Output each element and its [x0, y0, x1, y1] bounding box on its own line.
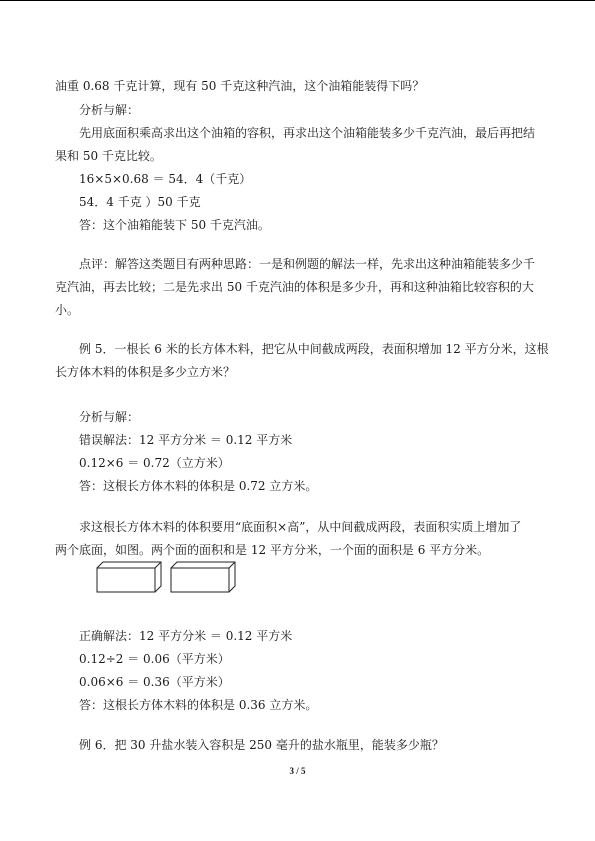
text-line: 答：这根长方体木料的体积是 0.36 立方米。	[79, 698, 318, 712]
text-line: 0.06×6 ＝ 0.36（平方米）	[79, 675, 230, 689]
text-line: 求这根长方体木料的体积要用“底面积×高”，从中间截成两段，表面积实质上增加了	[79, 520, 522, 534]
cuboid-left	[97, 562, 161, 592]
text-line: 正确解法：12 平方分米 ＝ 0.12 平方米	[79, 629, 293, 643]
text-line: 例 5．一根长 6 米的长方体木料，把它从中间截成两段，表面积增加 12 平方分米，这根	[79, 342, 549, 356]
text-line: 克汽油，再去比较；二是先求出 50 千克汽油的体积是多少升，再和这种油箱比较容积的大	[55, 280, 534, 294]
text-line: 答：这根长方体木料的体积是 0.72 立方米。	[79, 479, 318, 493]
text-line: 小。	[55, 303, 80, 317]
text-line: 54．4 千克 ）50 千克	[79, 195, 201, 209]
text-line: 油重 0.68 千克计算，现有 50 千克这种汽油，这个油箱能装得下吗？	[55, 79, 425, 93]
text-line: 果和 50 千克比较。	[55, 149, 162, 163]
text-line: 点评：解答这类题目有两种思路：一是和例题的解法一样，先求出这种油箱能装多少千	[79, 257, 536, 271]
text-line: 两个底面，如图。两个面的面积和是 12 平方分米，一个面的面积是 6 平方分米。	[55, 543, 490, 557]
text-line: 分析与解：	[79, 410, 140, 424]
text-line: 长方体木料的体积是多少立方米？	[55, 365, 236, 379]
text-line: 错误解法：12 平方分米 ＝ 0.12 平方米	[79, 433, 293, 447]
page-number: 3 / 5	[289, 766, 306, 776]
text-line: 0.12÷2 ＝ 0.06（平方米）	[79, 652, 230, 666]
text-line: 16×5×0.68 ＝ 54．4（千克）	[79, 172, 252, 186]
top-rule	[0, 0, 595, 1]
cuboid-right	[171, 562, 235, 592]
two-cuboids-figure	[96, 560, 242, 594]
text-line: 分析与解：	[79, 103, 140, 117]
text-line: 答：这个油箱能装下 50 千克汽油。	[79, 218, 270, 232]
text-line: 0.12×6 ＝ 0.72（立方米）	[79, 456, 230, 470]
text-line: 先用底面积乘高求出这个油箱的容积，再求出这个油箱能装多少千克汽油，最后再把结	[79, 126, 536, 140]
text-line: 例 6．把 30 升盐水装入容积是 250 毫升的盐水瓶里，能装多少瓶？	[79, 738, 444, 752]
